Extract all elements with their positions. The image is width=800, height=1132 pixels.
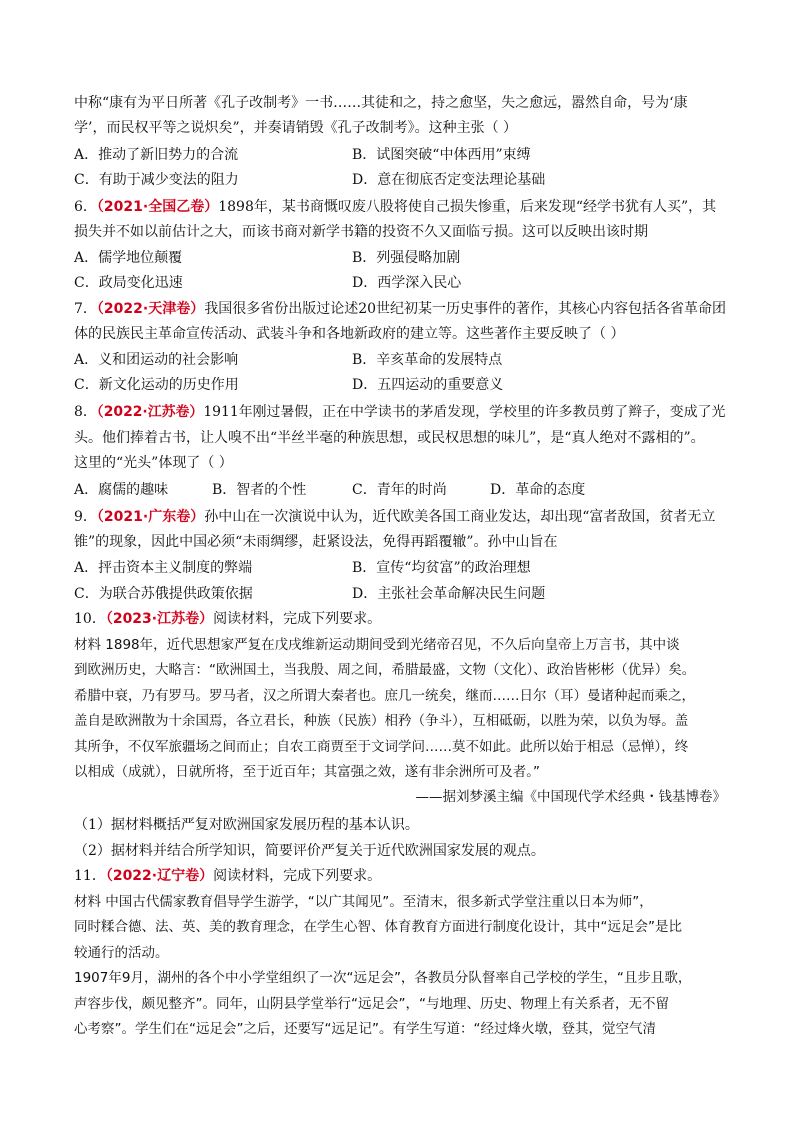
- question-number: 7．: [74, 301, 97, 317]
- q8-option-b[interactable]: B．智者的个性: [212, 482, 307, 498]
- q10-material-line: 到欧洲历史，大略言：“欧洲国土，当我殷、周之间，希腊最盛，文物（文化）、政治皆彬彬（优异）矣。: [74, 662, 696, 678]
- q5-option-d[interactable]: D．意在彻底否定变法理论基础: [352, 172, 546, 188]
- q7-option-b[interactable]: B．辛亥革命的发展特点: [352, 352, 503, 368]
- q10-stem-text: 阅读材料，完成下列要求。: [213, 611, 382, 627]
- q10-material-line: 其所争，不仅军旅疆场之间而止；自农工商贾至于文词学问……莫不如此。此所以始于相忌（忌惮），终: [74, 739, 689, 755]
- q11-material-line: 声容步伐，颇见整齐”。同年，山阴县学堂举行“远足会”，“与地理、历史、物理上有关系者，无不留: [74, 996, 669, 1012]
- q7-option-d[interactable]: D．五四运动的重要意义: [352, 377, 504, 393]
- q8-stem-text: 1911年刚过暑假，正在中学读书的茅盾发现，学校里的许多教员剪了辫子，变成了光: [203, 404, 726, 420]
- q9-option-c[interactable]: C．为联合苏俄提供政策依据: [74, 586, 253, 602]
- exam-source-tag: （2022·天津卷）: [96, 301, 205, 317]
- question-number: 11．: [74, 868, 106, 884]
- q9-option-a[interactable]: A．抨击资本主义制度的弊端: [74, 560, 253, 576]
- q9-stem: [74, 507, 715, 527]
- q9-stem-text: 孙中山在一次演说中认为，近代欧美各国工商业发达，却出现“富者敌国，贫者无立: [204, 509, 716, 525]
- q7-stem: [74, 299, 726, 319]
- q7-stem-line: 体的民族民主革命宣传活动、武装斗争和各地新政府的建立等。这些著作主要反映了（ ）: [74, 326, 625, 342]
- q7-option-a[interactable]: A．义和团运动的社会影响: [74, 352, 239, 368]
- q8-stem: [74, 402, 725, 422]
- q6-option-c[interactable]: C．政局变化迅速: [74, 275, 183, 291]
- q11-material-line: 较通行的活动。: [74, 945, 169, 961]
- q6-stem-line: 损失并不如以前估计之大，而该书商对新学书籍的投资不久又面临亏损。这可以反映出该时期: [74, 224, 648, 240]
- q9-option-d[interactable]: D．主张社会革命解决民生问题: [352, 586, 546, 602]
- q8-option-d[interactable]: D．革命的态度: [490, 482, 586, 498]
- q11-material-line: 同时糅合德、法、英、美的教育理念，在学生心智、体育教育方面进行制度化设计，其中“远足会”是比: [74, 919, 682, 935]
- question-number: 8．: [74, 404, 97, 420]
- q6-stem-text: 1898年，某书商慨叹废八股将使自己损失惨重，后来发现“经学书犹有人买”，其: [218, 199, 717, 215]
- q11-material-line: 心考察”。学生们在“远足会”之后，还要写“远足记”。有学生写道：“经过烽火墩，登其，觉空气清: [74, 1021, 656, 1037]
- q5-stem-line: 中称“康有为平日所著《孔子改制考》一书……其徒和之，持之愈坚，失之愈远，嚣然自命，号为‘康: [74, 95, 688, 111]
- q10-material-source: ——据刘梦溪主编《中国现代学术经典・钱基博卷》: [415, 789, 726, 805]
- question-number: 9．: [74, 509, 97, 525]
- exam-source-tag: （2023·江苏卷）: [105, 611, 214, 627]
- q10-requirement-1: （1）据材料概括严复对欧洲国家发展历程的基本认识。: [74, 817, 419, 833]
- q10-material-line: 盖自是欧洲散为十余国焉，各立君长，种族（民族）相矜（争斗），互相砥砺，以胜为荣，以负为辱。盖: [74, 713, 689, 729]
- question-number: 6．: [74, 199, 97, 215]
- exam-source-tag: （2022·辽宁卷）: [105, 868, 214, 884]
- q11-stem-text: 阅读材料，完成下列要求。: [213, 868, 382, 884]
- q8-stem-line: 这里的“光头”体现了（ ）: [74, 455, 233, 471]
- exam-source-tag: （2021·广东卷）: [96, 509, 205, 525]
- q8-option-c[interactable]: C．青年的时尚: [352, 482, 447, 498]
- q8-option-a[interactable]: A．腐儒的趣味: [74, 482, 169, 498]
- q6-option-b[interactable]: B．列强侵略加剧: [352, 250, 461, 266]
- q9-stem-line: 锥”的现象，因此中国必须“未雨绸缪，赶紧设法，免得再蹈覆辙”。孙中山旨在: [74, 534, 558, 550]
- q10-material-line: 以相成（成就），日就所将，至于近百年；其富强之效，遂有非余洲所可及者。”: [74, 764, 540, 780]
- q10-material-line: 材料 1898年，近代思想家严复在戊戌维新运动期间受到光绪帝召见，不久后向皇帝上万言书，其中谈: [74, 637, 680, 653]
- q10-requirement-2: （2）据材料并结合所学知识，简要评价严复关于近代欧洲国家发展的观点。: [74, 843, 545, 859]
- exam-source-tag: （2022·江苏卷）: [96, 404, 204, 420]
- exam-source-tag: （2021·全国乙卷）: [96, 199, 219, 215]
- question-number: 10．: [74, 611, 106, 627]
- q6-option-a[interactable]: A．儒学地位颠覆: [74, 250, 183, 266]
- q11-material-line: 1907年9月，湖州的各个中小学堂组织了一次“远足会”，各教员分队督率自己学校的学生，“且步且歌，: [74, 970, 692, 986]
- q11-stem: [74, 866, 381, 886]
- q5-option-b[interactable]: B．试图突破“中体西用”束缚: [352, 147, 531, 163]
- q7-stem-text: 我国很多省份出版过论述20世纪初某一历史事件的著作，其核心内容包括各省革命团: [204, 301, 727, 317]
- q8-stem-line: 头。他们捧着古书，让人嗅不出“半丝半毫的种族思想，或民权思想的味儿”，是“真人绝对不露相的”。: [74, 430, 705, 446]
- q9-option-b[interactable]: B．宣传“均贫富”的政治理想: [352, 560, 531, 576]
- q10-stem: [74, 609, 381, 629]
- q5-option-a[interactable]: A．推动了新旧势力的合流: [74, 147, 239, 163]
- q6-stem: [74, 197, 716, 217]
- q5-stem-line: 学’，而民权平等之说炽矣”，并奏请销毁《孔子改制考》。这种主张（ ）: [74, 120, 518, 136]
- q10-material-line: 希腊中衰，乃有罗马。罗马者，汉之所谓大秦者也。庶几一统矣，继而……日尔（耳）曼诸种起而乘之，: [74, 688, 695, 704]
- q6-option-d[interactable]: D．西学深入民心: [352, 275, 462, 291]
- q5-option-c[interactable]: C．有助于减少变法的阻力: [74, 172, 239, 188]
- q7-option-c[interactable]: C．新文化运动的历史作用: [74, 377, 239, 393]
- q11-material-line: 材料 中国古代儒家教育倡导学生游学，“以广其闻见”。至清末，很多新式学堂注重以日本为师”，: [74, 894, 653, 910]
